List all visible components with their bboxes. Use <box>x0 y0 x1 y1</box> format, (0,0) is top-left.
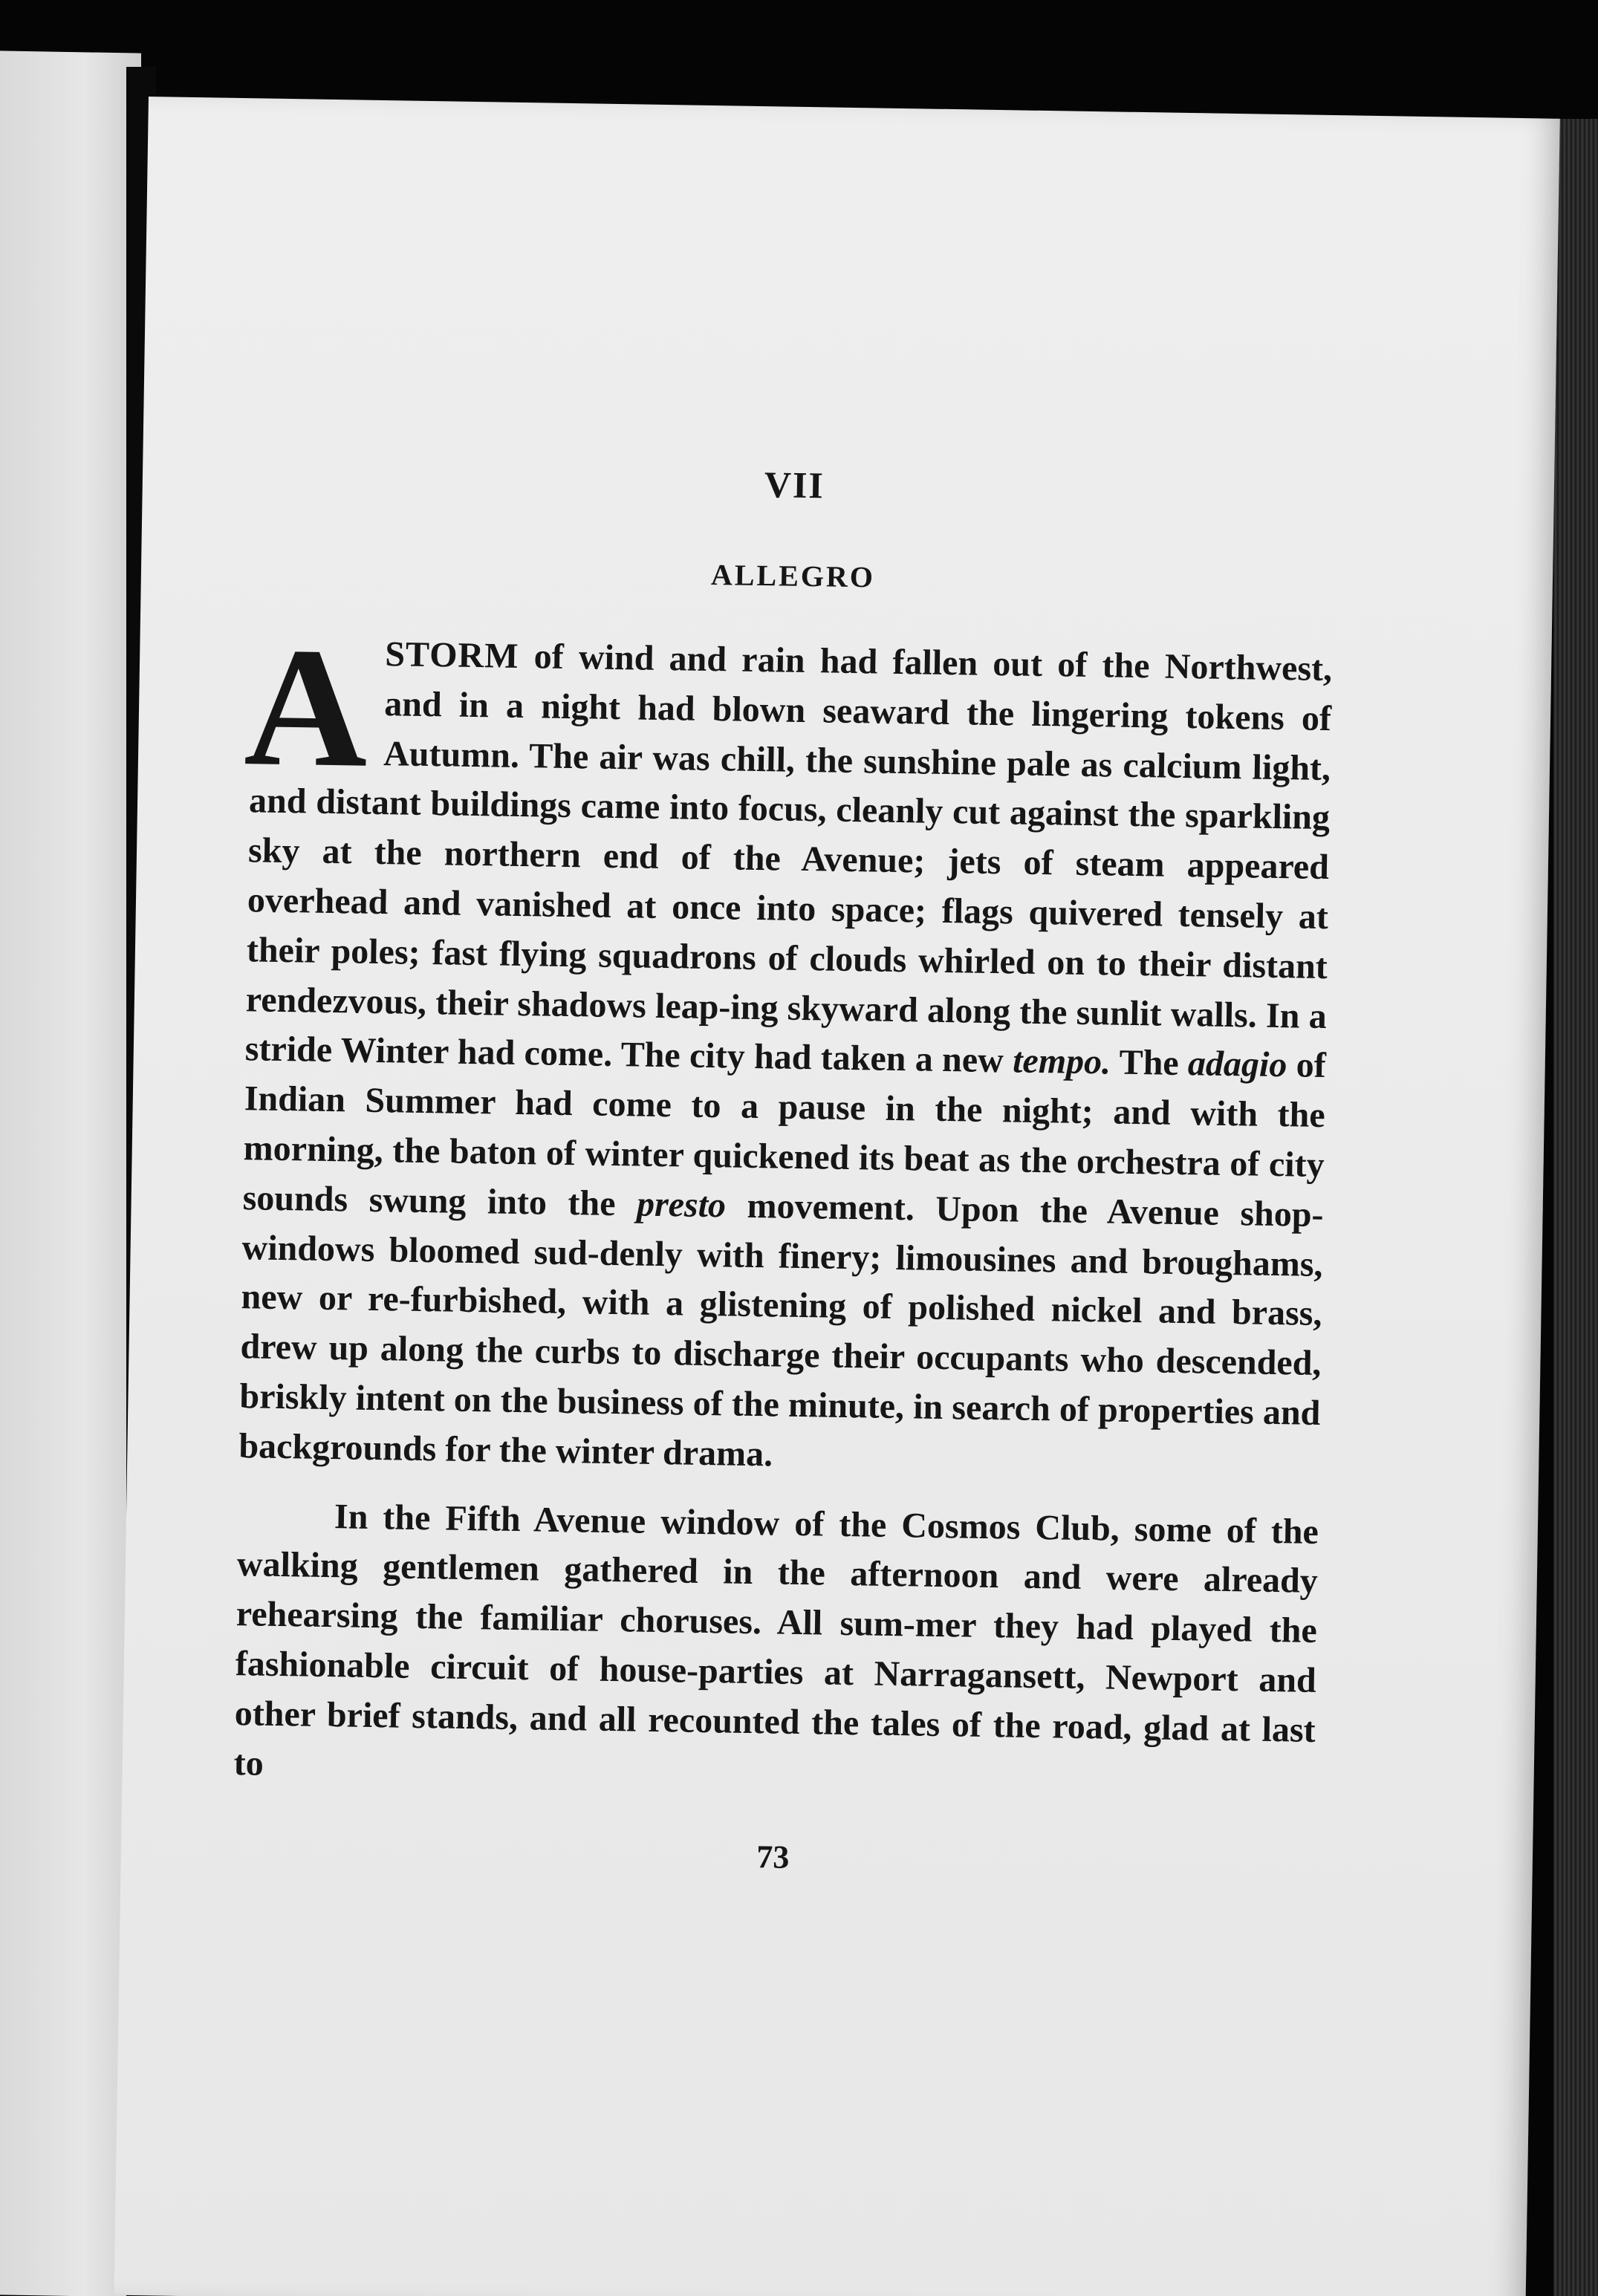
drop-cap: A <box>243 611 370 803</box>
chapter-title: ALLEGRO <box>710 557 876 594</box>
page-number: 73 <box>756 1838 790 1876</box>
chapter-number: VII <box>764 464 825 507</box>
paragraph-1 <box>238 611 1333 1488</box>
italic-tempo: tempo. <box>1012 1041 1111 1082</box>
paragraph-1-part-3: of Indian Summer had come to a pause in the night; and with the morning, the baton of winter quickened its beat as the orchestra of city sounds swung into the <box>242 1045 1327 1224</box>
paragraph-1-part-1: of wind and rain had fallen out of the Northwest, and in a night had blown seaward the lingering tokens of Autumn. The air was chill, the sunshine pale as calcium light, and distant buildings came into focus, cleanly cut against the sparkling sky at the northern end of the Avenue; jets of steam appeared overhead and vanished at once into space; flags quivered tensely at their poles; fast flying squadrons of clouds whirled on to their distant rendezvous, their shadows leap-ing skyward along the sunlit walls. In a stride Winter had come. The city had taken a new <box>244 636 1333 1081</box>
book-page <box>114 97 1560 2296</box>
lead-word: STORM <box>384 634 519 676</box>
paragraph-1-part-2: The <box>1110 1042 1189 1084</box>
page-text <box>233 455 1336 1884</box>
page-stack-edge <box>1553 119 1598 2296</box>
paragraph-2: In the Fifth Avenue window of the Cosmos Club, some of the walking gentlemen gathered in the afternoon and were already rehearsing the familiar choruses. All sum-mer they had played the fashionable circuit of house-parties at Narragansett, Newport and other brief stands, and all recounted the tales of the road, glad at last to <box>233 1496 1319 1783</box>
paragraph-1-part-4: movement. Upon the Avenue shop-windows bloomed sud-denly with finery; limousines and broughams, new or re-furbished, with a glistening of polished nickel and brass, drew up along the curbs to discharge their occupants who descended, briskly intent on the business of the minute, in search of properties and backgrounds for the winter drama. <box>238 1186 1324 1474</box>
italic-adagio: adagio <box>1187 1044 1287 1085</box>
italic-presto: presto <box>636 1184 727 1226</box>
